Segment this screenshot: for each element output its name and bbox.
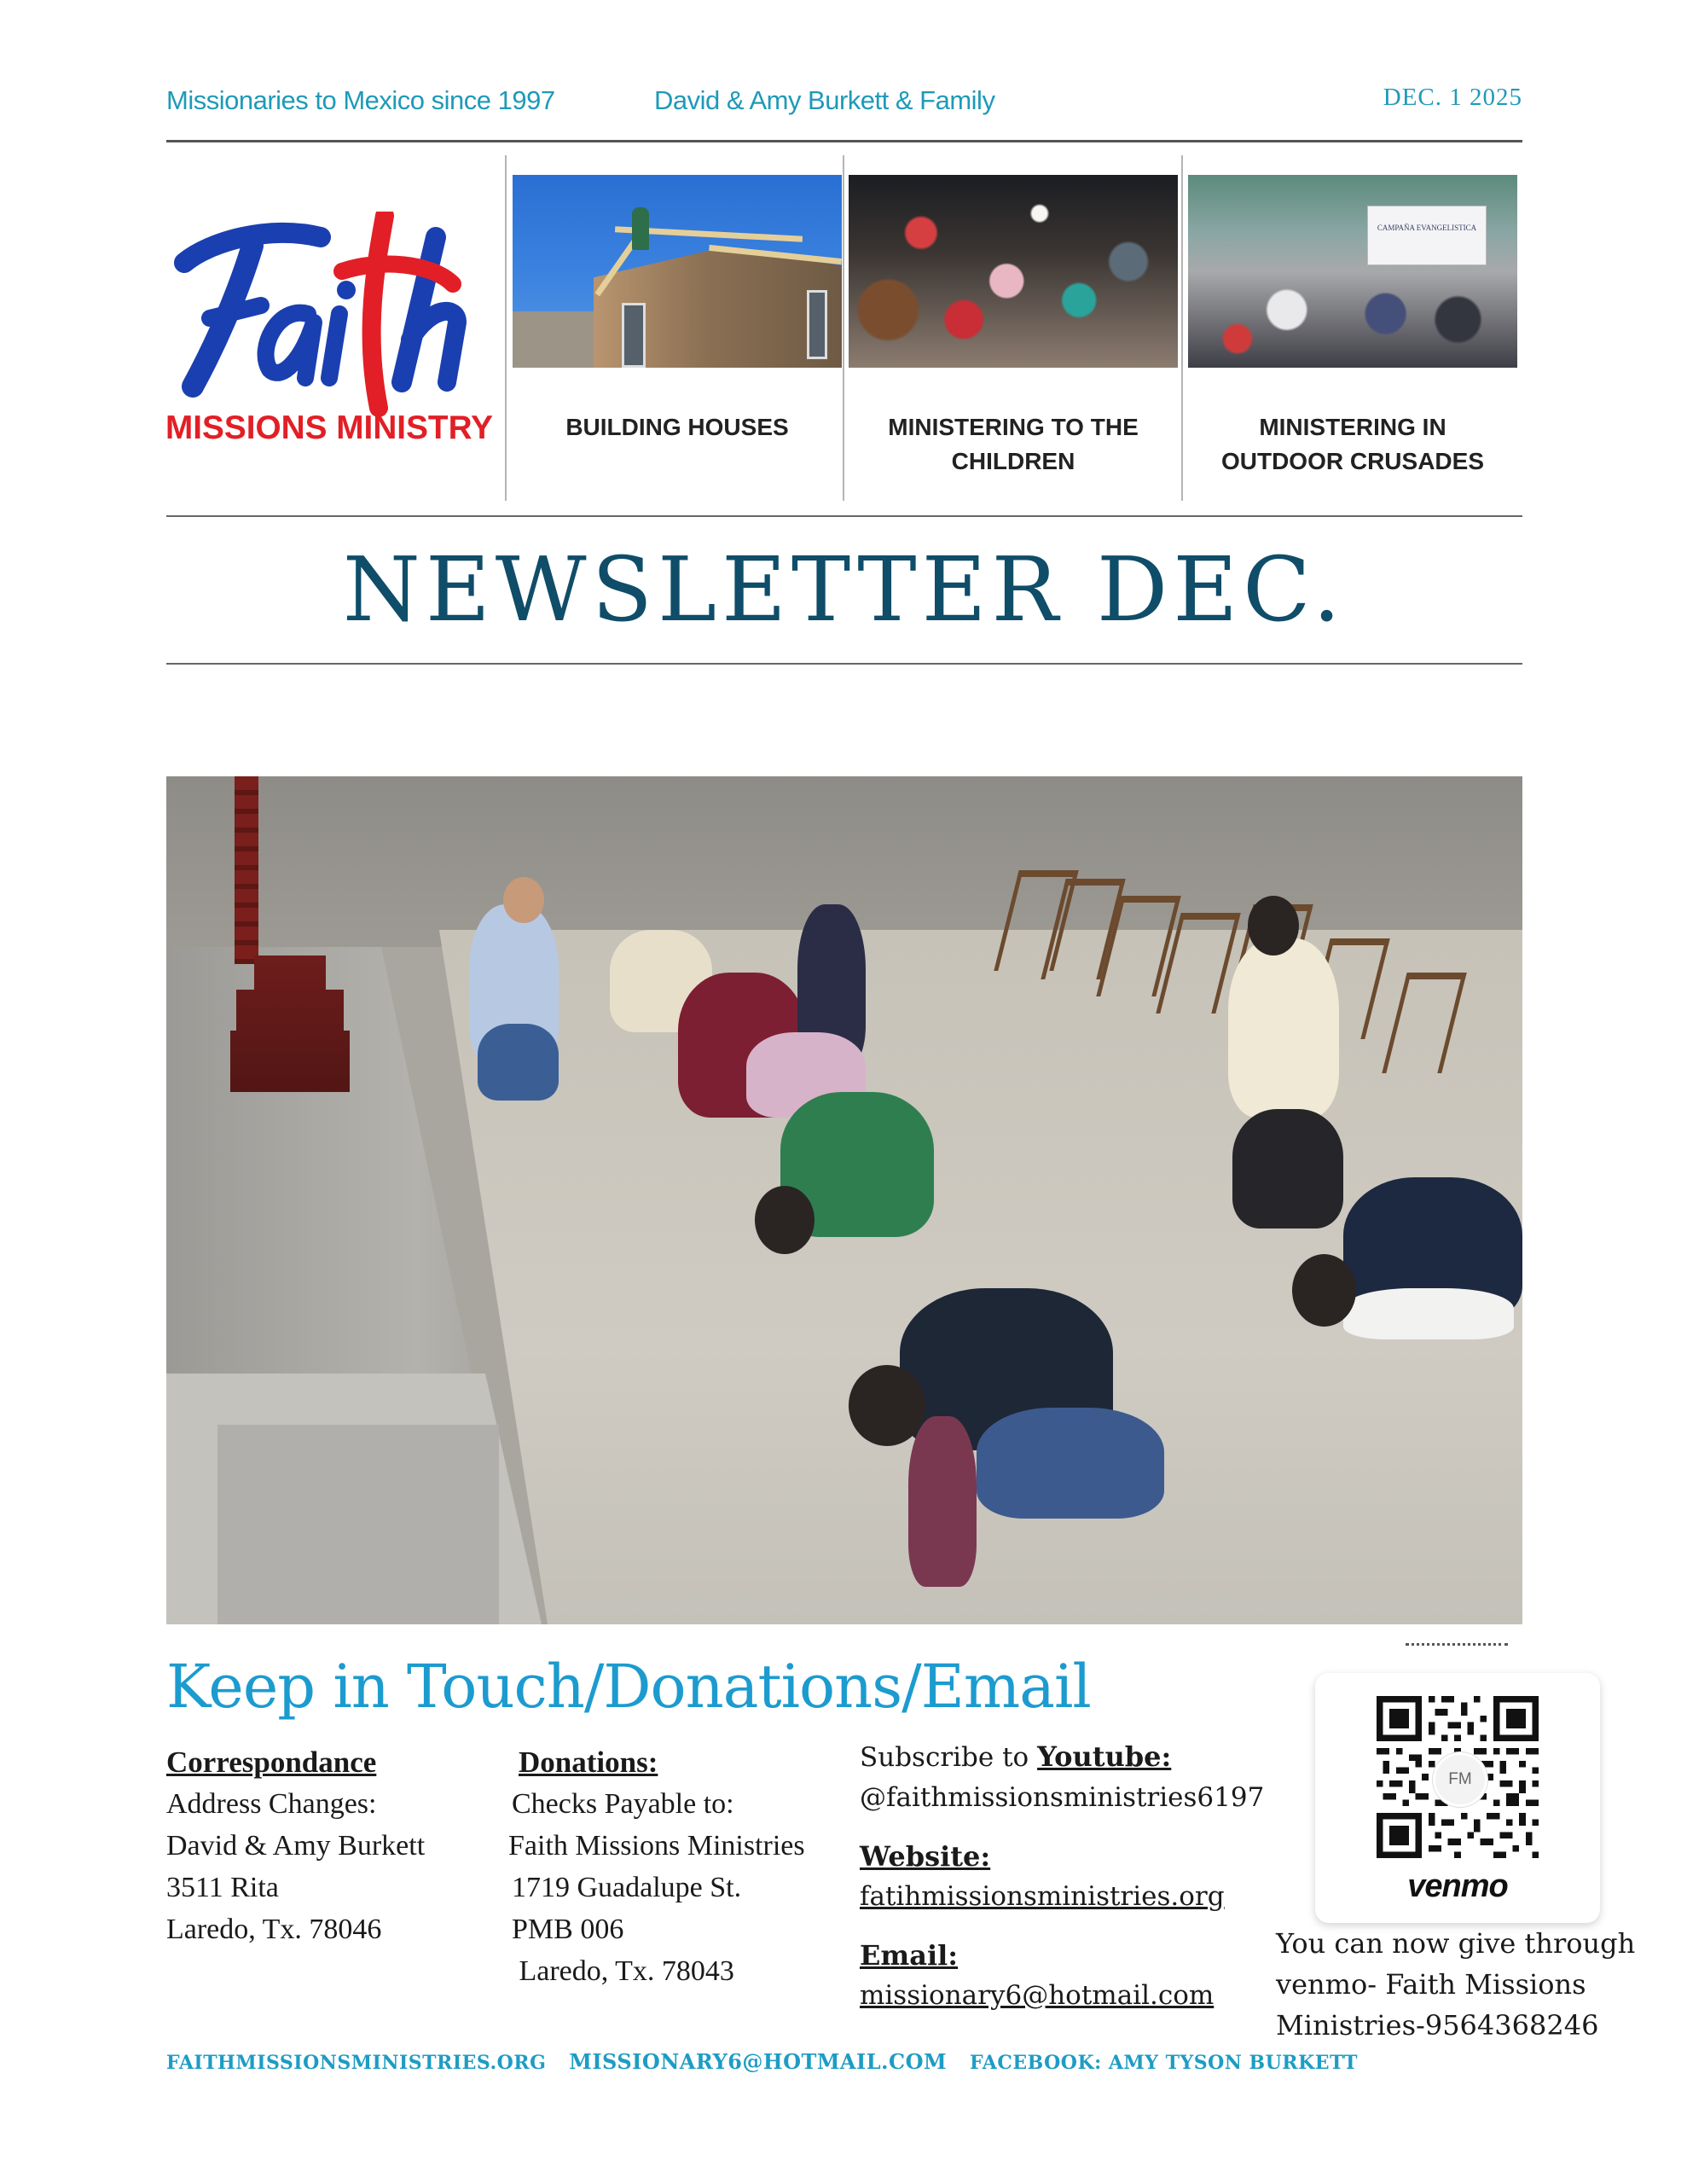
headline-bottom-divider <box>166 663 1522 665</box>
donations-line: Laredo, Tx. 78043 <box>512 1955 734 1987</box>
column-divider <box>505 155 507 501</box>
correspondence-line: Address Changes: <box>166 1788 377 1820</box>
house-construction-photo <box>513 175 842 368</box>
feature-building-houses <box>513 175 842 444</box>
correspondence-heading: Correspondance <box>166 1745 377 1779</box>
venmo-logo: venmo <box>1407 1868 1508 1904</box>
logo-graphic <box>159 212 500 450</box>
donations-line: PMB 006 <box>512 1914 624 1945</box>
footer-contact-bar <box>166 2048 1522 2077</box>
top-divider <box>166 140 1522 142</box>
outdoor-crusade-photo <box>1188 175 1517 368</box>
tagline: Missionaries to Mexico since 1997 <box>166 85 555 115</box>
donations-line: Checks Payable to: <box>512 1788 734 1820</box>
website-heading: Website: <box>860 1840 991 1873</box>
donations-heading: Donations: <box>519 1745 658 1779</box>
faith-missions-logo <box>159 212 500 450</box>
issue-date: DEC. 1 2025 <box>1383 84 1522 111</box>
logo-subtitle: MISSIONS MINISTRY <box>165 410 493 446</box>
venmo-qr-code[interactable] <box>1377 1696 1539 1858</box>
correspondence-line: Laredo, Tx. 78046 <box>166 1914 382 1945</box>
congregation-kneeling-in-prayer-photo <box>166 776 1522 1624</box>
youtube-handle[interactable]: @faithmissionsministries6197 <box>860 1782 1265 1813</box>
venmo-instructions: You can now give through venmo- Faith Missions Ministries-9564368246 <box>1276 1927 1636 2042</box>
footer-email[interactable]: MISSIONARY6@HOTMAIL.COM <box>569 2049 948 2074</box>
youtube-heading: Youtube: <box>1037 1740 1172 1773</box>
feature-caption: MINISTERING IN OUTDOOR CRUSADES <box>1220 414 1484 474</box>
correspondence-line: 3511 Rita <box>166 1872 279 1903</box>
column-divider <box>1181 155 1183 501</box>
children-worship-photo <box>849 175 1178 368</box>
newsletter-title: NEWSLETTER DEC. <box>342 537 1347 642</box>
feature-caption: MINISTERING TO THE CHILDREN <box>888 414 1139 474</box>
email-link[interactable]: missionary6@hotmail.com <box>860 1980 1215 2011</box>
email-heading: Email: <box>860 1939 959 1972</box>
youtube-line: Subscribe to Youtube: <box>860 1740 1172 1773</box>
feature-ministering-children <box>849 175 1178 479</box>
header-meta <box>166 82 1522 125</box>
donations-line: Faith Missions Ministries <box>508 1830 805 1862</box>
venmo-avatar-initials: FM <box>1433 1752 1487 1807</box>
crusade-banner: CAMPAÑA EVANGELISTICA <box>1367 206 1487 265</box>
footer-website[interactable]: FAITHMISSIONSMINISTRIES.ORG <box>166 2052 547 2074</box>
cropped-handle-text <box>1406 1643 1508 1649</box>
contact-section-title: Keep in Touch/Donations/Email <box>166 1652 1091 1722</box>
family-name: David & Amy Burkett & Family <box>654 85 995 115</box>
footer-facebook[interactable]: FACEBOOK: AMY TYSON BURKETT <box>969 2052 1358 2074</box>
column-divider <box>843 155 844 501</box>
website-link[interactable]: fatihmissionsministries.org <box>860 1881 1225 1912</box>
headline-top-divider <box>166 515 1522 517</box>
donations-column <box>508 1741 805 1992</box>
online-column <box>860 1737 1264 2016</box>
correspondence-line: David & Amy Burkett <box>166 1830 426 1862</box>
venmo-qr-card[interactable] <box>1315 1673 1600 1923</box>
feature-outdoor-crusades <box>1188 175 1517 479</box>
donations-line: 1719 Guadalupe St. <box>512 1872 742 1903</box>
correspondence-column <box>166 1741 425 1950</box>
feature-caption: BUILDING HOUSES <box>565 414 789 440</box>
